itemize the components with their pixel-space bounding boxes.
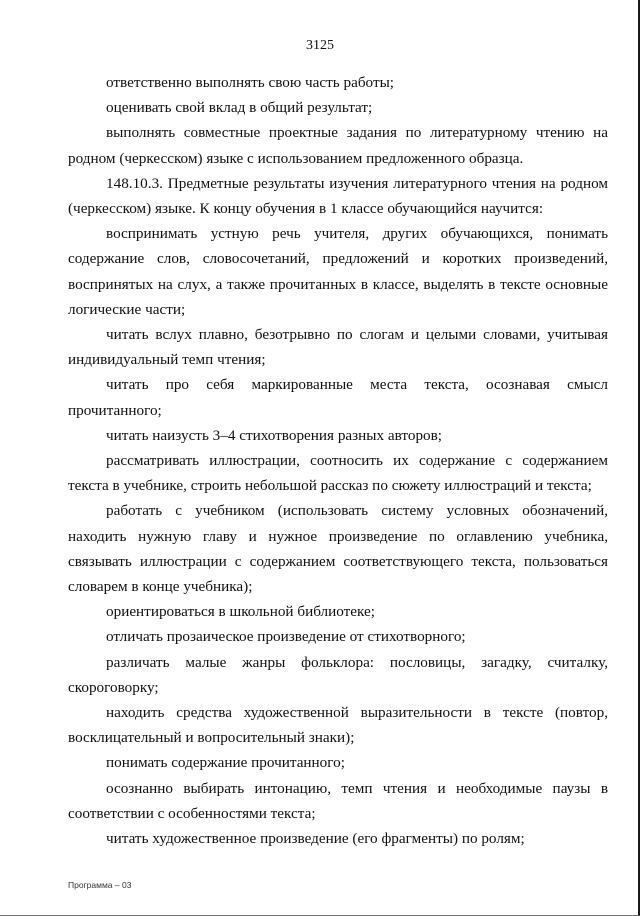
paragraph: читать наизусть 3–4 стихотворения разных авторов; <box>106 426 443 444</box>
paragraph: осознанно выбирать интонацию, темп чтения и необходимые паузы в соответствии с особенностями текста; <box>68 779 608 822</box>
paragraph: отличать прозаическое произведение от стихотворного; <box>106 628 466 646</box>
section-heading-paragraph: 148.10.3. Предметные результаты изучения литературного чтения на родном (черкесском) языке. К концу обучения в 1 классе обучающийся научится: <box>68 174 608 218</box>
footer-program-label: Программа – 03 <box>68 880 132 890</box>
paragraph: читать про себя маркированные места текста, осознавая смысл прочитанного; <box>68 376 608 419</box>
paragraph: ответственно выполнять свою часть работы; <box>106 74 395 91</box>
paragraph: различать малые жанры фольклора: пословицы, загадку, считалку, скороговорку; <box>68 653 608 696</box>
paragraph: выполнять совместные проектные задания по литературному чтению на родном (черкесском) языке с использованием предложенного образца. <box>68 124 608 167</box>
paragraph: ориентироваться в школьной библиотеке; <box>106 603 375 621</box>
body-text <box>68 70 608 851</box>
paragraph: находить средства художественной выразительности в тексте (повтор, восклицательный и вопросительный знаки); <box>68 704 608 747</box>
paragraph: оценивать свой вклад в общий результат; <box>106 99 373 117</box>
page-number: 3125 <box>306 38 334 53</box>
paragraph: читать художественное произведение (его фрагменты) по ролям; <box>106 830 525 848</box>
paragraph: работать с учебником (использовать систему условных обозначений, находить нужную главу и нужное произведение по оглавлению учебника, связывать иллюстрации с содержанием соответствующего текста, пользоваться словарем в конце учебника); <box>68 502 608 596</box>
paragraph: читать вслух плавно, безотрывно по слогам и целыми словами, учитывая индивидуальный темп чтения; <box>68 326 608 369</box>
paragraph: воспринимать устную речь учителя, других обучающихся, понимать содержание слов, словосочетаний, предложений и коротких произведений, воспринятых на слух, а также прочитанных в классе, выделять в тексте основные логические части; <box>68 225 608 318</box>
paragraph: рассматривать иллюстрации, соотносить их содержание с содержанием текста в учебнике, строить небольшой рассказ по сюжету иллюстраций и текста; <box>68 452 608 495</box>
paragraph: понимать содержание прочитанного; <box>106 754 345 772</box>
